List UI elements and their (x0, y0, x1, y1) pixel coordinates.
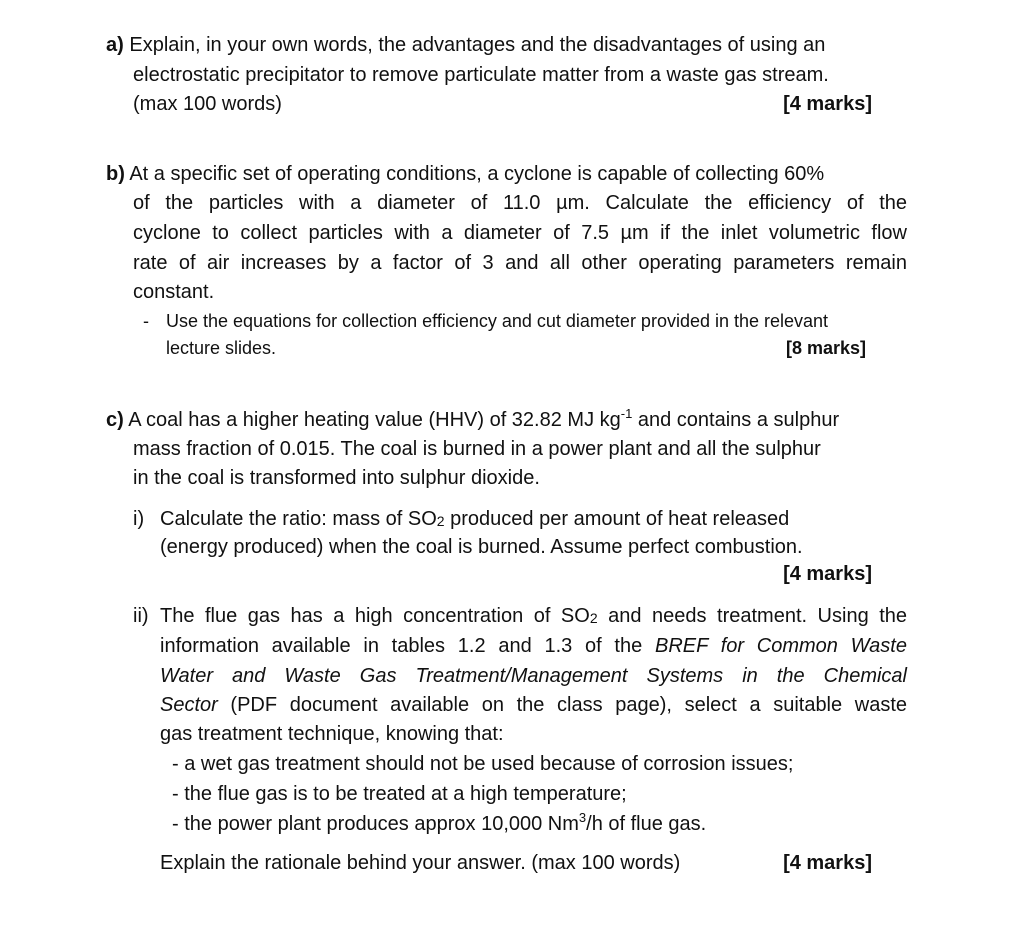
part-a-line-3: (max 100 words) (133, 93, 282, 115)
part-b-line-5: constant. (133, 281, 215, 303)
part-c-ii-condition-2: - the flue gas is to be treated at a high temperature; (172, 783, 627, 805)
part-c-line-1 (106, 408, 839, 432)
part-b-line-3: cyclone to collect particles with a diameter of 7.5 µm if the inlet volumetric flow (133, 222, 907, 244)
part-c-ii-text-2: information available in tables 1.2 and 1.3 of the (160, 635, 655, 657)
part-b-bullet-dash: - (143, 311, 149, 331)
part-c-ii-text-1-sub: 2 (589, 610, 598, 626)
part-c-i-line-1 (160, 507, 789, 531)
part-c-i-text-1-pre: Calculate the ratio: mass of SO (160, 508, 437, 530)
part-b-line-1 (106, 162, 824, 186)
part-c-ii-text-2-italic: BREF for Common Waste (654, 635, 907, 657)
part-c-ii-text-1-pre: The flue gas has a high concentration of SO (160, 605, 590, 627)
part-c-ii-label: ii) (133, 605, 149, 627)
part-b-marks: [8 marks] (785, 338, 866, 358)
part-a-line-2: electrostatic precipitator to remove particulate matter from a waste gas stream. (133, 64, 829, 86)
part-c-ii-cond-3-sup: 3 (578, 810, 587, 825)
part-b-label: b) (106, 163, 125, 185)
part-b-text-1: At a specific set of operating conditions, a cyclone is capable of collecting 60% (129, 163, 825, 185)
part-b-line-4: rate of air increases by a factor of 3 and all other operating parameters remain (133, 252, 907, 274)
part-c-ii-line-2 (160, 634, 907, 658)
part-c-text-1-pre: A coal has a higher heating value (HHV) of 32.82 MJ kg (128, 409, 621, 431)
part-c-line-3: in the coal is transformed into sulphur dioxide. (133, 467, 540, 489)
part-c-ii-cond-3-pre: - the power plant produces approx 10,000 Nm (172, 813, 579, 835)
part-c-text-1-post: and contains a sulphur (632, 409, 840, 431)
part-c-i-text-1-post: produced per amount of heat released (444, 508, 790, 530)
part-c-i-line-2: (energy produced) when the coal is burned. Assume perfect combustion. (160, 536, 803, 558)
part-c-line-2: mass fraction of 0.015. The coal is burned in a power plant and all the sulphur (133, 438, 821, 460)
part-a-marks: [4 marks] (783, 93, 872, 115)
part-c-ii-explain: Explain the rationale behind your answer. (max 100 words) (160, 852, 681, 874)
part-c-ii-line-1 (160, 604, 907, 628)
part-c-label: c) (106, 409, 124, 431)
part-c-ii-text-3-italic: Water and Waste Gas Treatment/Management Systems in the Chemical (160, 665, 907, 687)
part-b-line-2: of the particles with a diameter of 11.0 µm. Calculate the efficiency of the (133, 192, 907, 214)
part-c-ii-line-5: gas treatment technique, knowing that: (160, 723, 504, 745)
part-c-ii-cond-3-post: /h of flue gas. (586, 813, 707, 835)
part-c-i-marks: [4 marks] (783, 563, 872, 585)
part-c-ii-condition-1: - a wet gas treatment should not be used because of corrosion issues; (172, 753, 794, 775)
part-c-ii-line-3 (160, 664, 907, 688)
part-c-i-text-1-sub: 2 (436, 513, 445, 529)
part-c-ii-line-4 (160, 693, 907, 717)
part-c-ii-text-1-post: and needs treatment. Using the (597, 605, 908, 627)
part-a-text-1: Explain, in your own words, the advantages and the disadvantages of using an (129, 34, 826, 56)
part-c-ii-condition-3 (172, 812, 706, 836)
part-a-line-1 (106, 33, 825, 57)
part-b-bullet-line-2: lecture slides. (166, 338, 277, 358)
part-c-ii-text-4-post: (PDF document available on the class page), select a suitable waste (217, 694, 907, 716)
part-a-label: a) (106, 34, 124, 56)
part-c-text-1-sup: -1 (620, 406, 633, 421)
part-b-bullet-line-1: Use the equations for collection efficiency and cut diameter provided in the relevant (166, 311, 829, 331)
part-c-i-label: i) (133, 508, 145, 530)
part-c-ii-text-4-italic: Sector (160, 694, 218, 716)
part-c-ii-marks: [4 marks] (783, 852, 872, 874)
